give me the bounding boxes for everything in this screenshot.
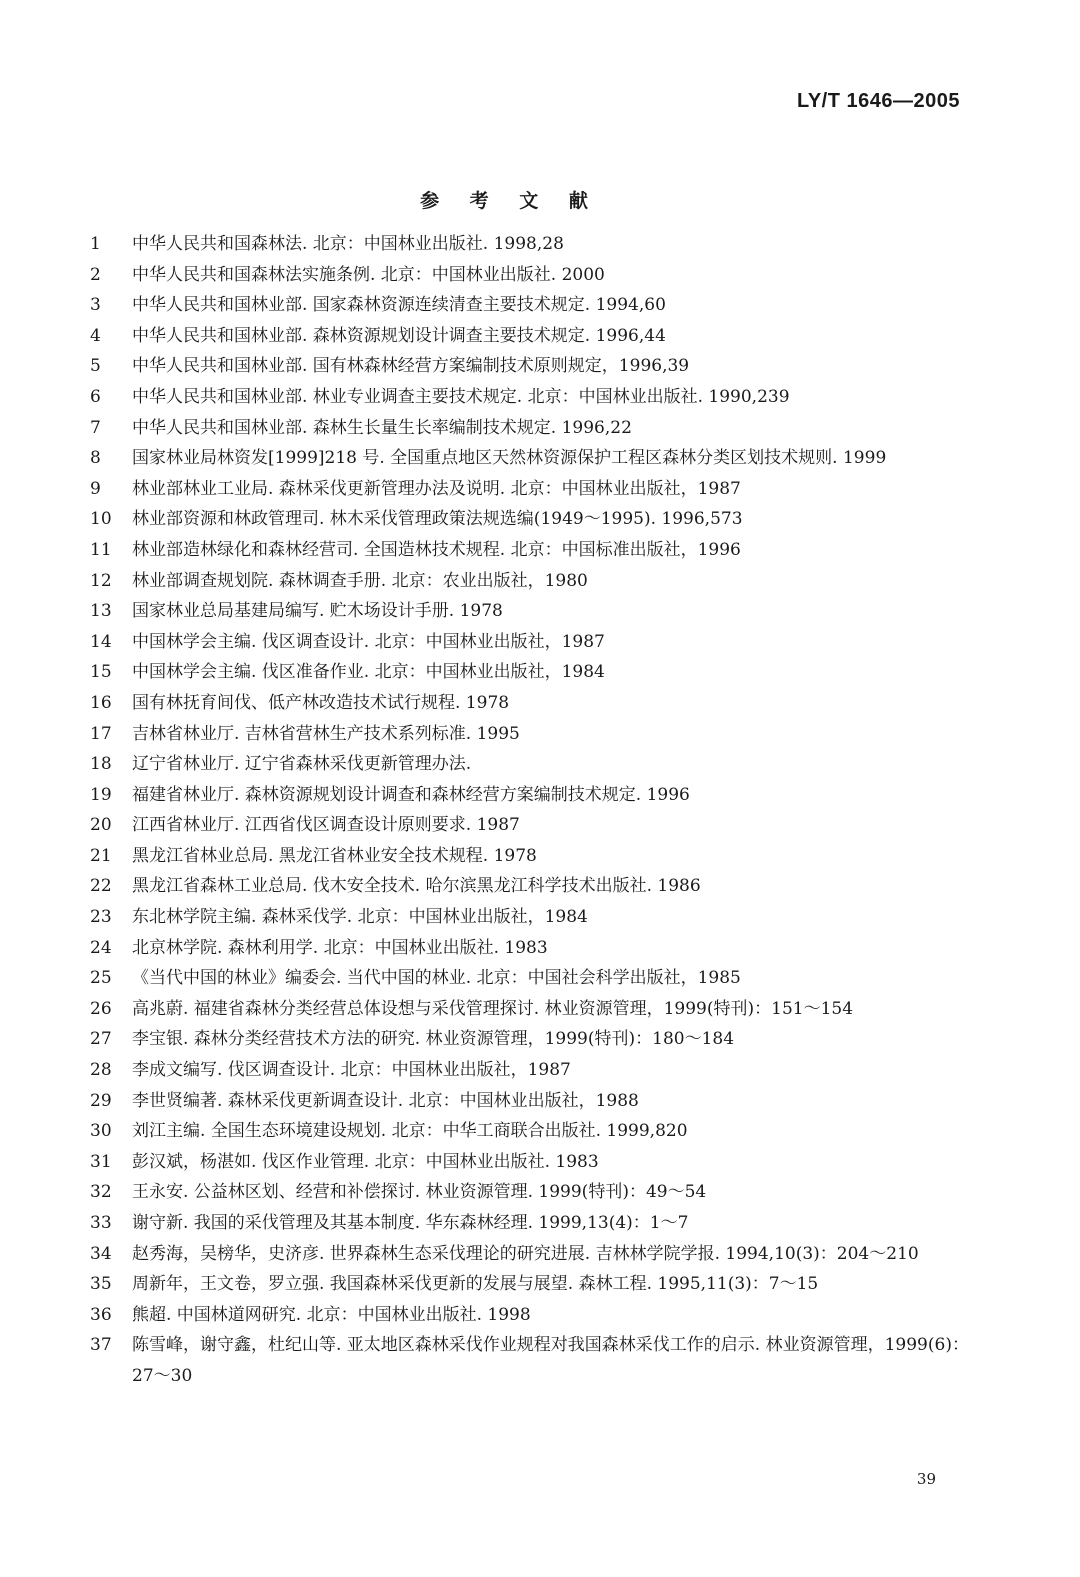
reference-text: 林业部资源和林政管理司. 林木采伐管理政策法规选编(1949～1995). 1996,573 [132,509,743,530]
reference-number: 37 [90,1335,112,1356]
reference-item [90,1177,970,1208]
reference-item [90,535,970,566]
reference-number: 21 [90,845,112,866]
reference-number: 15 [90,662,112,683]
reference-number: 32 [90,1182,112,1203]
reference-text: 中华人民共和国森林法实施条例. 北京：中国林业出版社. 2000 [132,264,605,285]
reference-text: 李世贤编著. 森林采伐更新调查设计. 北京：中国林业出版社，1988 [132,1090,639,1111]
reference-item [90,657,970,688]
reference-text: 刘江主编. 全国生态环境建设规划. 北京：中华工商联合出版社. 1999,820 [132,1121,688,1142]
reference-number: 11 [90,539,112,560]
reference-number: 33 [90,1213,112,1233]
reference-item [90,229,970,260]
reference-item [90,413,970,444]
reference-item [90,443,970,474]
page-title: 参 考 文 献 [420,190,600,212]
reference-text: 福建省林业厅. 森林资源规划设计调查和森林经营方案编制技术规定. 1996 [132,784,690,805]
reference-number: 24 [90,937,112,958]
reference-text: 《当代中国的林业》编委会. 当代中国的林业. 北京：中国社会科学出版社，1985 [132,968,741,989]
reference-number: 9 [90,478,101,499]
reference-text: 中国林学会主编. 伐区准备作业. 北京：中国林业出版社，1984 [132,662,605,683]
reference-text: 林业部调查规划院. 森林调查手册. 北京：农业出版社，1980 [132,570,588,591]
reference-text: 高兆蔚. 福建省森林分类经营总体设想与采伐管理探讨. 林业资源管理，1999(特刊)：151～154 [132,998,854,1019]
reference-item [90,627,970,658]
reference-item [90,902,970,933]
reference-item [90,1269,970,1300]
reference-item [90,504,970,535]
reference-item [90,841,970,872]
reference-text: 辽宁省林业厅. 辽宁省森林采伐更新管理办法. [132,754,472,775]
reference-text: 黑龙江省森林工业总局. 伐木安全技术. 哈尔滨黑龙江科学技术出版社. 1986 [132,876,701,897]
reference-text: 中华人民共和国林业部. 国家森林资源连续清查主要技术规定. 1994,60 [132,295,666,316]
reference-text: 周新年，王文卷，罗立强. 我国森林采伐更新的发展与展望. 森林工程. 1995,11(3)：7～15 [132,1274,819,1295]
reference-number: 23 [90,907,112,928]
reference-number: 16 [90,692,112,713]
reference-number: 19 [90,784,112,805]
reference-number: 10 [90,509,112,530]
reference-number: 14 [90,631,112,652]
reference-item [90,780,970,811]
reference-text: 李成文编写. 伐区调查设计. 北京：中国林业出版社，1987 [132,1060,571,1081]
reference-item [90,596,970,627]
reference-number: 25 [90,968,112,989]
reference-number: 17 [90,723,112,744]
reference-number: 1 [90,234,101,254]
reference-text: 谢守新. 我国的采伐管理及其基本制度. 华东森林经理. 1999,13(4)：1～7 [132,1213,689,1233]
reference-item [90,1239,970,1270]
reference-number: 4 [90,325,101,346]
reference-text: 北京林学院. 森林利用学. 北京：中国林业出版社. 1983 [132,937,548,958]
reference-text: 林业部造林绿化和森林经营司. 全国造林技术规程. 北京：中国标准出版社，1996 [132,539,741,560]
reference-item [90,719,970,750]
reference-text: 李宝银. 森林分类经营技术方法的研究. 林业资源管理，1999(特刊)：180～184 [132,1029,735,1050]
reference-text: 彭汉斌，杨湛如. 伐区作业管理. 北京：中国林业出版社. 1983 [132,1151,599,1172]
reference-item [90,351,970,382]
reference-item [90,994,970,1025]
reference-item [90,810,970,841]
reference-item [90,1330,970,1391]
reference-number: 30 [90,1121,112,1142]
reference-item [90,1024,970,1055]
reference-number: 22 [90,876,112,897]
reference-text: 林业部林业工业局. 森林采伐更新管理办法及说明. 北京：中国林业出版社，1987 [132,478,741,499]
reference-item [90,1086,970,1117]
reference-text: 王永安. 公益林区划、经营和补偿探讨. 林业资源管理. 1999(特刊)：49～54 [132,1182,707,1203]
reference-item [90,321,970,352]
reference-number: 3 [90,295,101,316]
reference-text: 国有林抚育间伐、低产林改造技术试行规程. 1978 [132,692,510,713]
reference-text: 国家林业总局基建局编写. 贮木场设计手册. 1978 [132,601,503,622]
reference-number: 35 [90,1274,112,1295]
reference-item [90,260,970,291]
reference-text: 陈雪峰，谢守鑫，杜纪山等. 亚太地区森林采伐作业规程对我国森林采伐工作的启示. 林业资源管理，1999(6)：27～30 [132,1335,969,1386]
reference-number: 12 [90,570,112,591]
reference-item [90,566,970,597]
reference-text: 中华人民共和国森林法. 北京：中国林业出版社. 1998,28 [132,234,564,254]
reference-text: 赵秀海，吴榜华，史济彦. 世界森林生态采伐理论的研究进展. 吉林林学院学报. 1994,10(3)：204～210 [132,1243,919,1264]
reference-number: 26 [90,998,112,1019]
reference-text: 吉林省林业厅. 吉林省营林生产技术系列标准. 1995 [132,723,520,744]
reference-text: 中华人民共和国林业部. 森林资源规划设计调查主要技术规定. 1996,44 [132,325,666,346]
reference-item [90,382,970,413]
reference-number: 2 [90,264,101,285]
reference-text: 黑龙江省林业总局. 黑龙江省林业安全技术规程. 1978 [132,845,537,866]
page-number: 39 [916,1470,936,1488]
reference-number: 27 [90,1029,112,1050]
reference-number: 31 [90,1151,112,1172]
reference-item [90,749,970,780]
reference-number: 36 [90,1304,112,1325]
reference-item [90,290,970,321]
reference-number: 7 [90,417,101,438]
reference-list [90,229,970,1392]
reference-item [90,1147,970,1178]
reference-item [90,1055,970,1086]
reference-number: 20 [90,815,112,836]
reference-item [90,963,970,994]
reference-text: 熊超. 中国林道网研究. 北京：中国林业出版社. 1998 [132,1304,531,1325]
reference-number: 18 [90,754,112,775]
reference-text: 中国林学会主编. 伐区调查设计. 北京：中国林业出版社，1987 [132,631,605,652]
reference-text: 江西省林业厅. 江西省伐区调查设计原则要求. 1987 [132,815,520,836]
reference-text: 国家林业局林资发[1999]218 号. 全国重点地区天然林资源保护工程区森林分类区划技术规则. 1999 [132,448,887,469]
reference-text: 中华人民共和国林业部. 森林生长量生长率编制技术规定. 1996,22 [132,417,632,438]
reference-number: 28 [90,1060,112,1081]
reference-item [90,474,970,505]
reference-item [90,688,970,719]
reference-item [90,871,970,902]
reference-item [90,1208,970,1239]
reference-number: 13 [90,601,112,622]
reference-item [90,1116,970,1147]
reference-number: 6 [90,386,101,407]
reference-number: 5 [90,356,101,377]
reference-text: 东北林学院主编. 森林采伐学. 北京：中国林业出版社，1984 [132,907,588,928]
reference-number: 8 [90,448,101,469]
reference-text: 中华人民共和国林业部. 林业专业调查主要技术规定. 北京：中国林业出版社. 1990,239 [132,386,790,407]
reference-item [90,1300,970,1331]
standard-code: LY/T 1646—2005 [796,90,960,112]
reference-number: 34 [90,1243,112,1264]
reference-text: 中华人民共和国林业部. 国有林森林经营方案编制技术原则规定，1996,39 [132,356,690,377]
reference-item [90,933,970,964]
reference-number: 29 [90,1090,112,1111]
